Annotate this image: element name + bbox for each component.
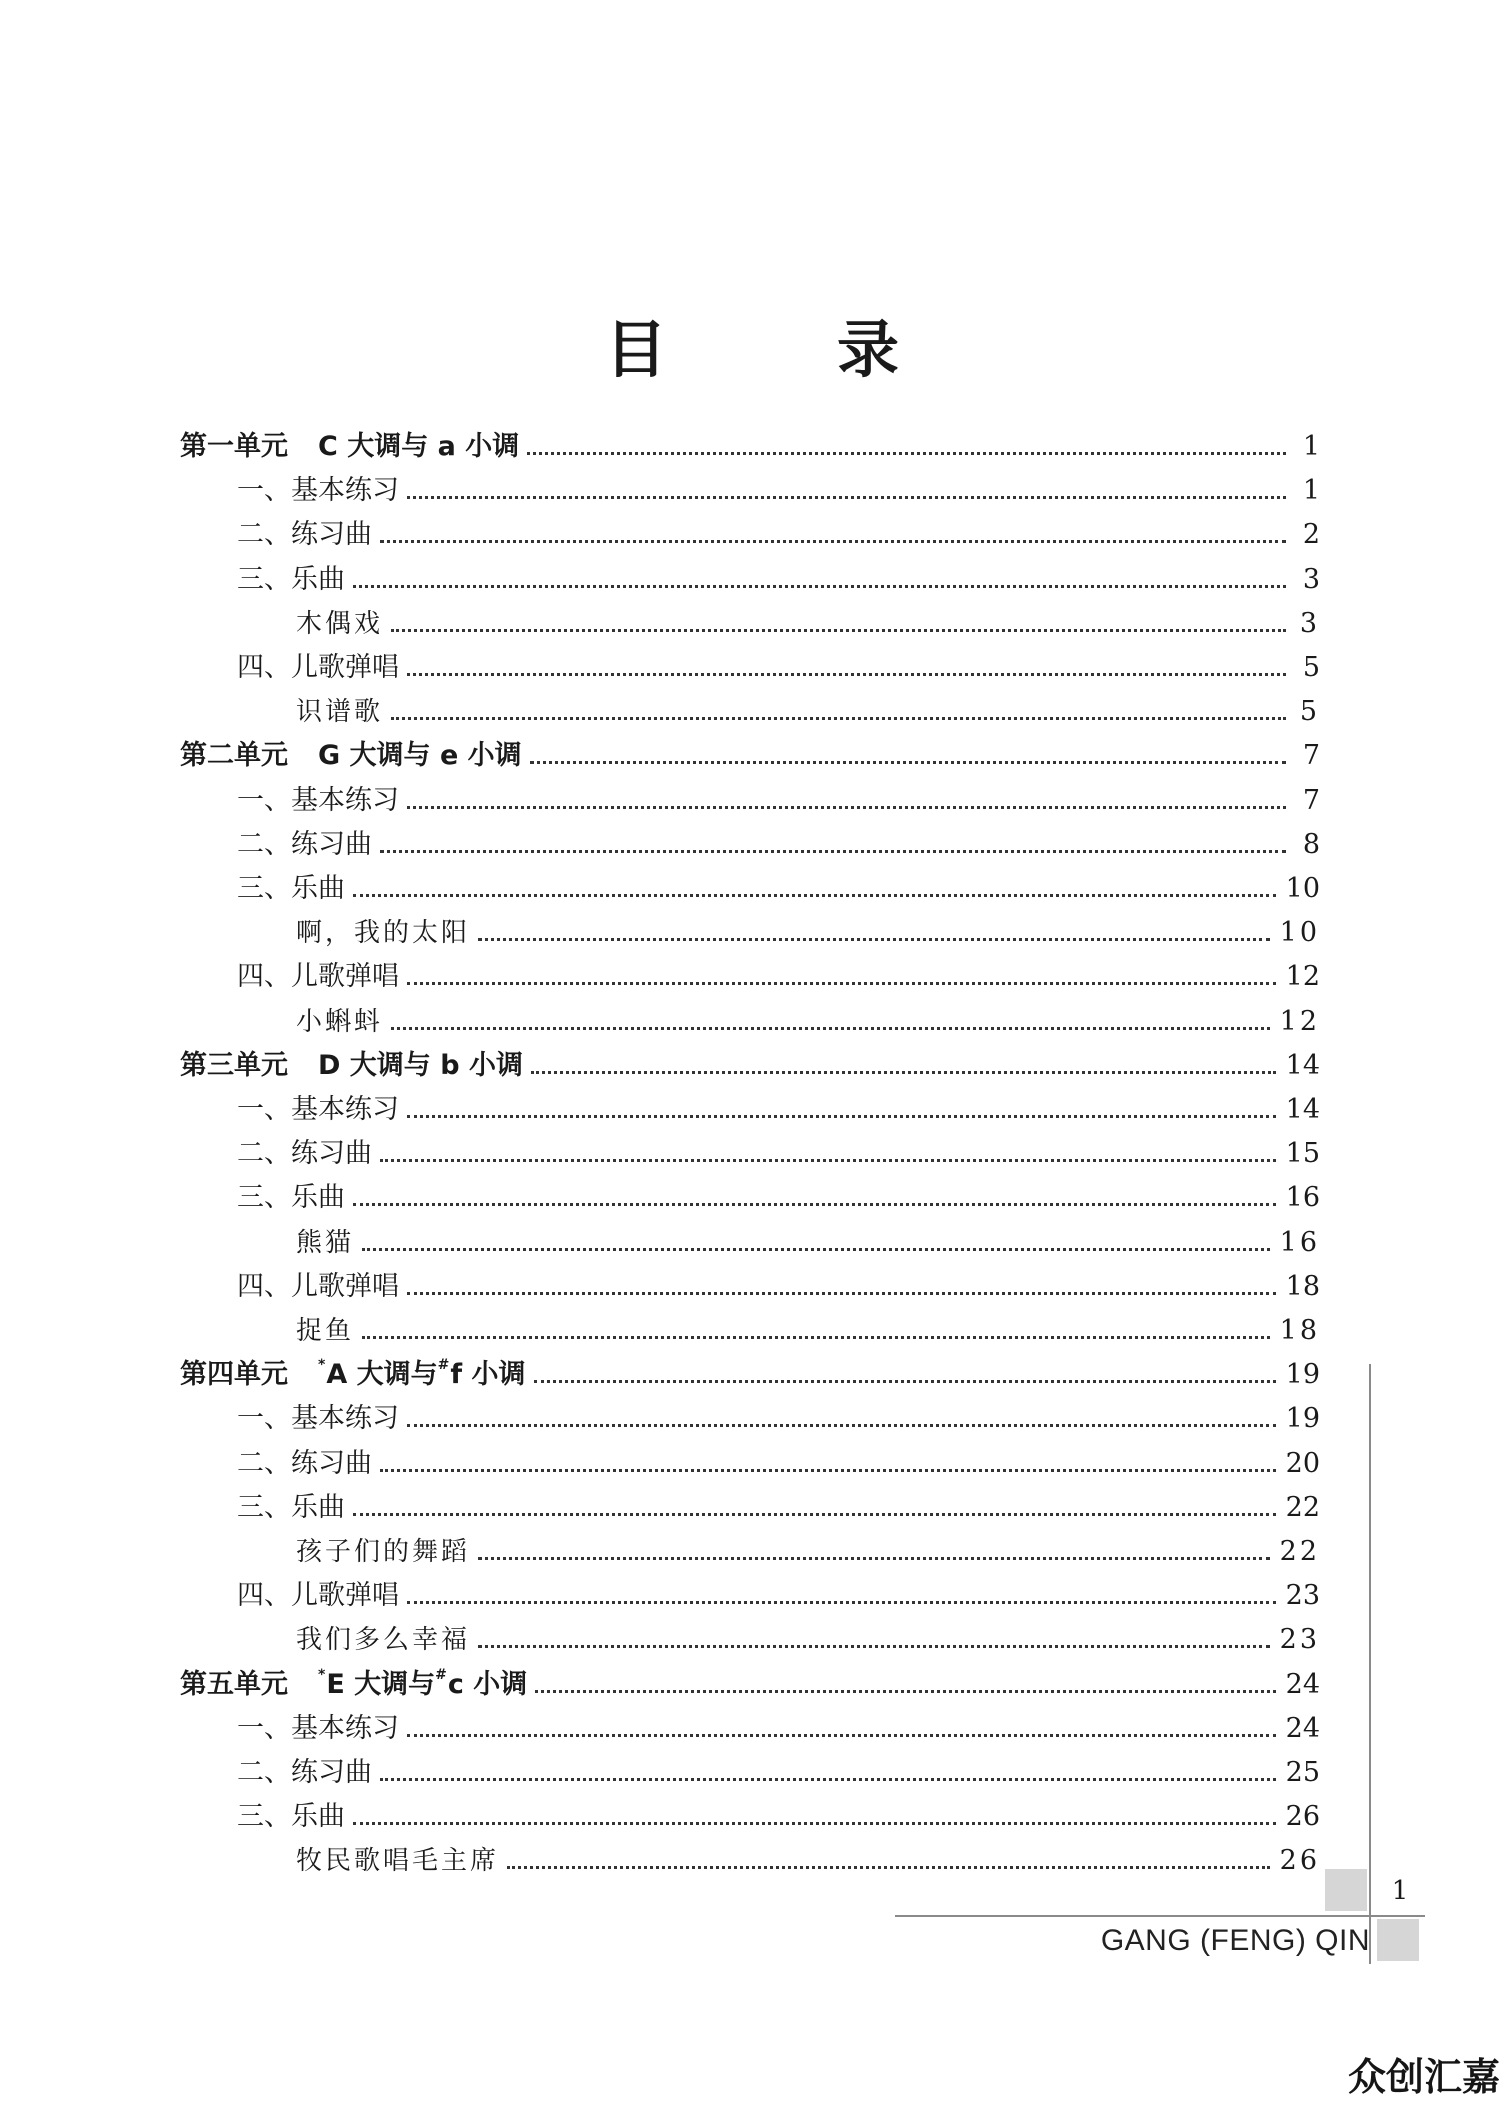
piece-label: 牧民歌唱毛主席 <box>296 1846 500 1876</box>
watermark-logo: 众创汇嘉 <box>1347 2055 1500 2099</box>
section-label: 三、乐曲 <box>237 564 345 595</box>
unit-label <box>180 1348 526 1392</box>
piece-label: 孩子们的舞蹈 <box>296 1537 471 1567</box>
toc-page-number: 7 <box>1302 740 1320 771</box>
toc-page-number: 14 <box>1285 1094 1320 1125</box>
unit-label <box>180 1049 523 1083</box>
toc-section-row[interactable] <box>180 508 1320 552</box>
toc-page-number: 23 <box>1285 1580 1320 1611</box>
toc-page-number: 14 <box>1285 1050 1320 1081</box>
footer-rule <box>895 1915 1425 1917</box>
toc-page-number: 1 <box>1302 431 1320 462</box>
dot-leader <box>380 540 1286 543</box>
section-label: 三、乐曲 <box>237 1492 345 1523</box>
unit-label <box>180 739 522 773</box>
toc-section-row[interactable] <box>180 1260 1320 1304</box>
unit-key-text: G 大调与 e 小调 <box>318 740 522 771</box>
dot-leader <box>407 806 1286 809</box>
dot-leader <box>407 1292 1276 1295</box>
section-label: 四、儿歌弹唱 <box>237 961 399 992</box>
dot-leader <box>362 1248 1270 1251</box>
toc-page-number: 5 <box>1302 652 1320 683</box>
toc-page-number: 22 <box>1285 1492 1320 1523</box>
toc-section-row[interactable] <box>180 950 1320 994</box>
dot-leader <box>534 1380 1276 1383</box>
toc-page-number: 20 <box>1285 1448 1320 1479</box>
toc-page-number: 2 <box>1302 519 1320 550</box>
dot-leader <box>380 850 1286 853</box>
section-label: 三、乐曲 <box>237 1801 345 1832</box>
dot-leader <box>353 585 1286 588</box>
piece-label: 熊猫 <box>296 1228 355 1258</box>
toc-page-number: 7 <box>1302 785 1320 816</box>
toc-piece-row[interactable] <box>180 1613 1320 1657</box>
section-label: 四、儿歌弹唱 <box>237 652 399 683</box>
running-head: GANG (FENG) QIN <box>1100 1924 1370 1957</box>
dot-leader <box>407 496 1286 499</box>
toc-unit-row[interactable] <box>180 1348 1320 1392</box>
dot-leader <box>391 717 1286 720</box>
dot-leader <box>362 1336 1270 1339</box>
section-label: 三、乐曲 <box>237 1182 345 1213</box>
toc-page-number: 23 <box>1279 1624 1320 1655</box>
dot-leader <box>507 1866 1270 1869</box>
toc-page-number: 5 <box>1299 696 1320 727</box>
toc-page-number: 8 <box>1302 829 1320 860</box>
unit-number: 第三单元 <box>180 1050 288 1081</box>
toc-section-row[interactable] <box>180 818 1320 862</box>
corner-square <box>1325 1869 1367 1911</box>
unit-key-text: E 大调与 <box>326 1669 436 1700</box>
toc-page-number: 10 <box>1285 873 1320 904</box>
toc-page-number: 19 <box>1285 1403 1320 1434</box>
toc-section-row[interactable] <box>180 1127 1320 1171</box>
section-label: 三、乐曲 <box>237 873 345 904</box>
toc-section-row[interactable] <box>180 1702 1320 1746</box>
toc-unit-row[interactable] <box>180 729 1320 773</box>
toc-piece-row[interactable] <box>180 685 1320 729</box>
section-label: 二、练习曲 <box>237 519 372 550</box>
section-label: 四、儿歌弹唱 <box>237 1580 399 1611</box>
toc-page-number: 24 <box>1285 1713 1320 1744</box>
toc-page-number: 18 <box>1279 1315 1320 1346</box>
unit-label <box>180 1658 527 1702</box>
unit-number: 第五单元 <box>180 1669 288 1700</box>
toc-piece-row[interactable] <box>180 1304 1320 1348</box>
toc-piece-row[interactable] <box>180 597 1320 641</box>
toc-section-row[interactable] <box>180 1083 1320 1127</box>
toc-page-number: 16 <box>1279 1227 1320 1258</box>
toc-page-number: 26 <box>1285 1801 1320 1832</box>
toc-section-row[interactable] <box>180 1481 1320 1525</box>
toc-section-row[interactable] <box>180 1437 1320 1481</box>
dot-leader <box>535 1690 1275 1693</box>
piece-label: 我们多么幸福 <box>296 1625 471 1655</box>
dot-leader <box>407 1734 1276 1737</box>
toc-unit-row[interactable] <box>180 1658 1320 1702</box>
toc-unit-row[interactable] <box>180 420 1320 464</box>
unit-key-text: A 大调与 <box>326 1359 438 1390</box>
unit-minor-text: f 小调 <box>450 1359 526 1390</box>
toc-page-number: 16 <box>1285 1182 1320 1213</box>
sharp-mark: # <box>435 1667 447 1683</box>
dot-leader <box>530 761 1286 764</box>
section-label: 一、基本练习 <box>237 475 399 506</box>
section-label: 二、练习曲 <box>237 1757 372 1788</box>
toc-piece-row[interactable] <box>180 1834 1320 1878</box>
section-label: 二、练习曲 <box>237 1448 372 1479</box>
piece-label: 木偶戏 <box>296 609 384 639</box>
toc-page-number: 12 <box>1285 961 1320 992</box>
dot-leader <box>380 1778 1276 1781</box>
dot-leader <box>407 982 1276 985</box>
page-title-char: 录 <box>837 313 900 386</box>
dot-leader <box>353 1203 1276 1206</box>
page-title-char: 目 <box>604 313 667 386</box>
dot-leader <box>407 1115 1276 1118</box>
toc-section-row[interactable] <box>180 641 1320 685</box>
dot-leader <box>478 938 1270 941</box>
toc-piece-row[interactable] <box>180 906 1320 950</box>
piece-label: 啊，我的太阳 <box>296 918 471 948</box>
toc-section-row[interactable] <box>180 1171 1320 1215</box>
key-prefix-mark: * <box>318 1357 326 1373</box>
piece-label: 小蝌蚪 <box>296 1007 384 1037</box>
key-prefix-mark: * <box>318 1667 326 1683</box>
toc-page-number: 26 <box>1279 1845 1320 1876</box>
dot-leader <box>380 1159 1276 1162</box>
toc-page-number: 10 <box>1279 917 1320 948</box>
page-number: 1 <box>1391 1876 1409 1906</box>
corner-square <box>1377 1919 1419 1961</box>
toc-section-row[interactable] <box>180 1569 1320 1613</box>
dot-leader <box>391 629 1286 632</box>
toc-page-number: 3 <box>1302 564 1320 595</box>
toc-section-row[interactable] <box>180 862 1320 906</box>
dot-leader <box>353 1822 1276 1825</box>
dot-leader <box>478 1557 1270 1560</box>
toc-section-row[interactable] <box>180 774 1320 818</box>
toc-page-number: 18 <box>1285 1271 1320 1302</box>
toc-page-number: 12 <box>1279 1006 1320 1037</box>
section-label: 四、儿歌弹唱 <box>237 1271 399 1302</box>
unit-minor-text: c 小调 <box>447 1669 528 1700</box>
dot-leader <box>407 1601 1276 1604</box>
unit-number: 第四单元 <box>180 1359 288 1390</box>
toc-unit-row[interactable] <box>180 1039 1320 1083</box>
toc-page-number: 22 <box>1279 1536 1320 1567</box>
toc-page-number: 3 <box>1299 608 1320 639</box>
toc-page-number: 1 <box>1302 475 1320 506</box>
unit-label <box>180 430 519 464</box>
toc-page-number: 24 <box>1285 1669 1320 1700</box>
toc-page-number: 15 <box>1285 1138 1320 1169</box>
section-label: 一、基本练习 <box>237 1713 399 1744</box>
unit-number: 第二单元 <box>180 740 288 771</box>
dot-leader <box>391 1027 1270 1030</box>
toc-section-row[interactable] <box>180 464 1320 508</box>
toc-piece-row[interactable] <box>180 995 1320 1039</box>
dot-leader <box>531 1071 1276 1074</box>
unit-key-text: C 大调与 a 小调 <box>318 431 520 462</box>
toc-section-row[interactable] <box>180 553 1320 597</box>
unit-key-text: D 大调与 b 小调 <box>318 1050 523 1081</box>
dot-leader <box>407 1424 1276 1427</box>
section-label: 一、基本练习 <box>237 785 399 816</box>
section-label: 一、基本练习 <box>237 1094 399 1125</box>
toc-page-number: 25 <box>1285 1757 1320 1788</box>
toc-piece-row[interactable] <box>180 1216 1320 1260</box>
section-label: 一、基本练习 <box>237 1403 399 1434</box>
piece-label: 捉鱼 <box>296 1316 355 1346</box>
toc-section-row[interactable] <box>180 1790 1320 1834</box>
section-label: 二、练习曲 <box>237 829 372 860</box>
toc-section-row[interactable] <box>180 1746 1320 1790</box>
unit-number: 第一单元 <box>180 431 288 462</box>
piece-label: 识谱歌 <box>296 697 384 727</box>
section-label: 二、练习曲 <box>237 1138 372 1169</box>
sharp-mark: # <box>437 1357 450 1373</box>
toc-page-number: 19 <box>1285 1359 1320 1390</box>
dot-leader <box>380 1469 1276 1472</box>
margin-rule <box>1369 1364 1371 1964</box>
dot-leader <box>407 673 1286 676</box>
dot-leader <box>478 1645 1270 1648</box>
toc-section-row[interactable] <box>180 1392 1320 1436</box>
toc-piece-row[interactable] <box>180 1525 1320 1569</box>
dot-leader <box>353 1513 1276 1516</box>
dot-leader <box>353 894 1276 897</box>
dot-leader <box>527 452 1286 455</box>
